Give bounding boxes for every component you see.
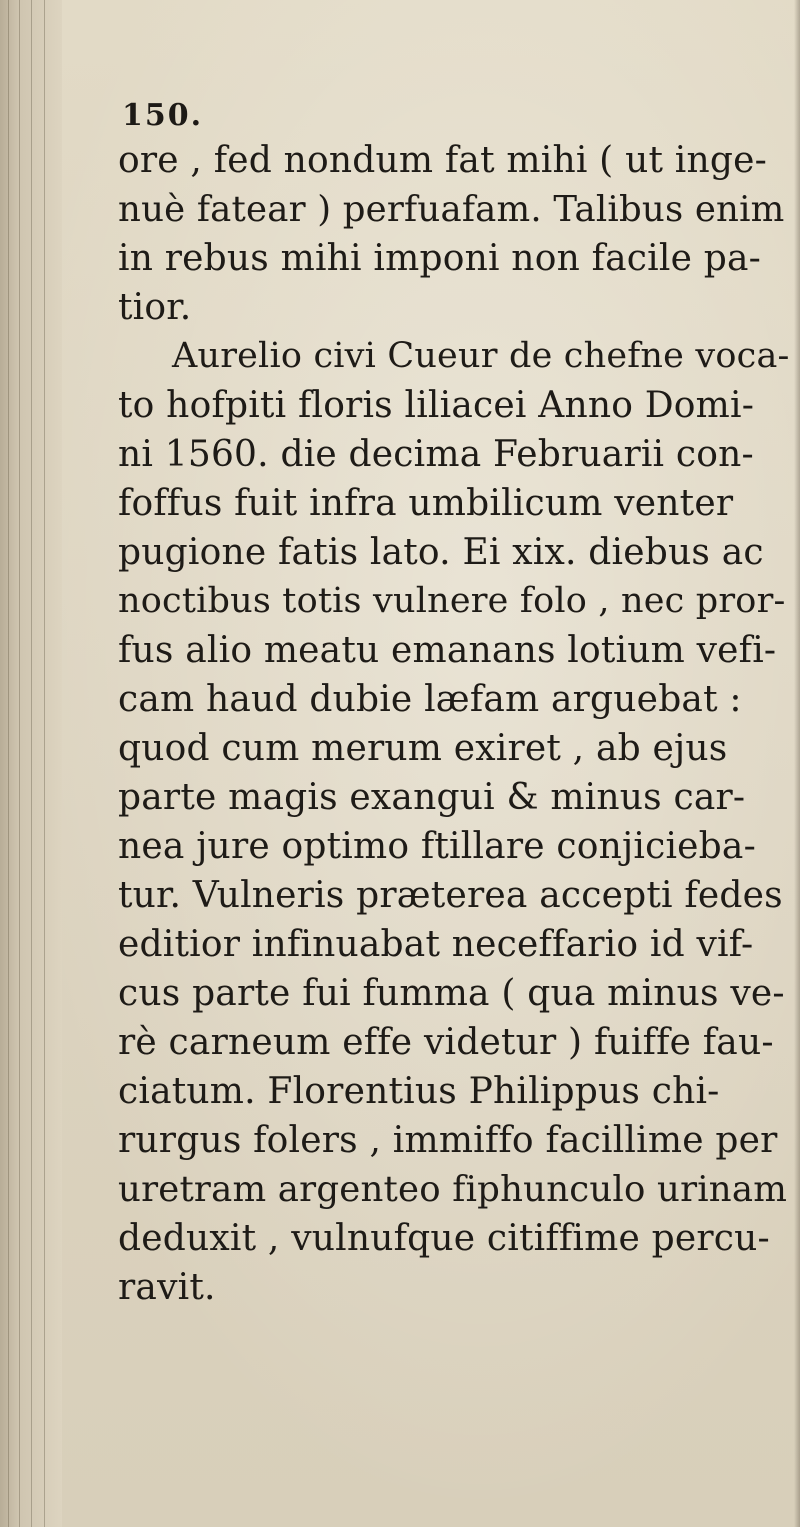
text-line: editior infinuabat neceffario id vif-: [118, 924, 754, 965]
text-line: deduxit , vulnufque citiffime percu-: [118, 1218, 770, 1259]
text-line: uretram argenteo fiphunculo urinam: [118, 1169, 788, 1210]
text-line: rè carneum effe videtur ) fuiffe fau-: [118, 1022, 774, 1063]
text-line: tior.: [118, 287, 192, 328]
text-line: cus parte fui fumma ( qua minus ve-: [118, 973, 785, 1014]
page-stack-edge: [0, 0, 62, 1527]
text-line: ciatum. Florentius Philippus chi-: [118, 1071, 720, 1112]
page-number: 150.: [122, 98, 204, 133]
text-line: pugione fatis lato. Ei xix. diebus ac: [118, 532, 764, 573]
page-right-edge: [794, 0, 800, 1527]
text-line: ravit.: [118, 1267, 216, 1308]
text-line: nuè fatear ) perfuafam. Talibus enim: [118, 189, 785, 230]
text-line: ore , fed nondum fat mihi ( ut inge-: [118, 140, 767, 181]
text-line: cam haud dubie læfam arguebat :: [118, 679, 742, 720]
text-line: foffus fuit infra umbilicum venter: [118, 483, 734, 524]
text-line: in rebus mihi imponi non facile pa-: [118, 238, 761, 279]
text-line: parte magis exangui & minus car-: [118, 777, 746, 818]
text-line: quod cum merum exiret , ab ejus: [118, 728, 728, 769]
text-line: rurgus folers , immiffo facillime per: [118, 1120, 778, 1161]
text-line: tur. Vulneris prætereа accepti fedes: [118, 875, 783, 916]
text-line: noctibus totis vulnere folo , nec pror-: [118, 581, 786, 621]
text-line: nea jure optimo ftillare conjicieba-: [118, 826, 756, 867]
text-line: ni 1560. die decima Februarii con-: [118, 434, 754, 475]
text-line: to hofpiti floris liliacei Anno Domi-: [118, 385, 755, 426]
text-line: fus alio meatu emanans lotium vefi-: [118, 630, 777, 671]
text-line: Aurelio civi Cueur de chefne voca-: [172, 336, 790, 376]
